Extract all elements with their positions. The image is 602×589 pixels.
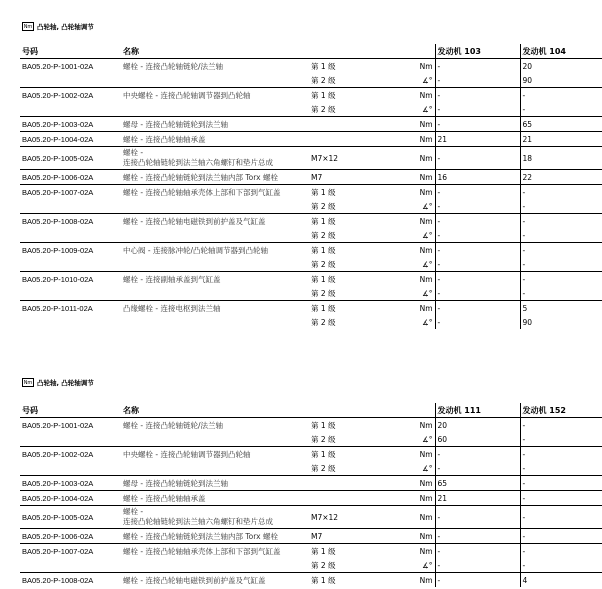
part-name-line: 螺母 - 连接凸轮轴链轮到法兰轴 [123,119,228,129]
engine-2-value: 21 [520,132,602,147]
part-number: BA05.20-P-1001-02A [20,418,121,433]
torque-nm-icon: Nm [23,24,33,30]
engine-2-value: - [520,257,602,272]
unit: ∡° [422,259,433,269]
table-row [20,117,602,132]
engine-2-value: - [520,432,602,447]
header-engine-2: 发动机 104 [520,44,602,59]
part-name-line: 螺栓 - 连接凸轮轴链轮到法兰轴内部 Torx 螺栓 [123,531,278,541]
engine-2-value: - [520,214,602,229]
empty-cell [20,315,121,329]
tightening-stage: 第 1 级 [309,185,397,200]
table-row [20,432,602,447]
engine-2-value: - [520,199,602,214]
unit: Nm [397,185,435,200]
table-row [20,73,602,88]
engine-2-value: 5 [520,301,602,316]
thread-spec: M7×12 [309,147,397,170]
engine-2-value: - [520,286,602,301]
tightening-stage: 第 1 级 [309,544,397,559]
part-number: BA05.20-P-1006-02A [20,529,121,544]
engine-2-value: - [520,228,602,243]
unit: Nm [397,491,435,506]
table-row [20,132,602,147]
engine-1-value: - [435,461,520,476]
part-name-line: 螺栓 - 连接凸轮轴链轮到法兰轴内部 Torx 螺栓 [123,172,278,182]
part-name-line: 中央螺栓 - 连接凸轮轴调节器到凸轮轴 [123,449,251,459]
unit: Nm [397,272,435,287]
table-row [20,418,602,433]
part-number: BA05.20-P-1004-02A [20,491,121,506]
empty-cell [121,102,309,117]
part-name-line: 螺栓 - 连接凸轮轴链轮/法兰轴 [123,420,224,430]
engine-1-value: - [435,257,520,272]
empty-cell [121,432,309,447]
unit: Nm [397,301,435,316]
header-engine-1: 发动机 103 [435,44,520,59]
thread-spec [309,132,397,147]
engine-2-value: - [520,491,602,506]
table-header-row [20,403,602,418]
part-name [121,214,309,229]
empty-cell [20,432,121,447]
part-name-line: 螺栓 - 连接凸轮轴轴承盖 [123,493,206,503]
part-number: BA05.20-P-1009-02A [20,243,121,258]
part-name [121,447,309,462]
engine-1-value: - [435,102,520,117]
table-row [20,476,602,491]
unit: ∡° [422,230,433,240]
tightening-stage: 第 2 级 [311,317,336,327]
tightening-stage: 第 2 级 [311,434,336,444]
part-number: BA05.20-P-1005-02A [20,147,121,170]
section-2-heading [22,378,94,387]
engine-2-value: 20 [520,59,602,74]
engine-1-value: - [435,243,520,258]
unit: Nm [397,243,435,258]
unit: ∡° [422,463,433,473]
header-code: 号码 [20,403,121,418]
engine-2-value: 90 [520,315,602,329]
engine-1-value: - [435,199,520,214]
part-number: BA05.20-P-1002-02A [20,88,121,103]
unit: Nm [397,88,435,103]
tightening-stage: 第 1 级 [309,59,397,74]
part-name-line: 螺母 - 连接凸轮轴链轮到法兰轴 [123,478,228,488]
part-name-line: 螺栓 - [123,148,144,157]
part-name [121,573,309,588]
table-row [20,529,602,544]
empty-cell [121,461,309,476]
engine-1-value: - [435,185,520,200]
part-name [121,301,309,316]
engine-1-value: - [435,214,520,229]
part-number: BA05.20-P-1001-02A [20,59,121,74]
unit: ∡° [422,104,433,114]
unit: ∡° [422,201,433,211]
engine-1-value: - [435,558,520,573]
part-name [121,170,309,185]
tightening-stage: 第 1 级 [309,214,397,229]
part-name-line-2: 连接凸轮轴链轮到法兰轴六角螺钉和垫片总成 [123,158,273,167]
engine-2-value: - [520,447,602,462]
part-name-line: 螺栓 - 连接凸轮轴电磁铁到前护盖及气缸盖 [123,216,266,226]
part-number: BA05.20-P-1008-02A [20,573,121,588]
tightening-stage: 第 2 级 [311,560,336,570]
table-row [20,59,602,74]
part-number: BA05.20-P-1007-02A [20,544,121,559]
unit: Nm [397,132,435,147]
part-name [121,185,309,200]
unit: Nm [397,544,435,559]
tightening-stage: 第 1 级 [309,301,397,316]
empty-cell [121,257,309,272]
engine-2-value: - [520,544,602,559]
part-name-line: 中央螺栓 - 连接凸轮轴调节器到凸轮轴 [123,90,251,100]
unit: ∡° [422,75,433,85]
thread-spec: M7 [309,170,397,185]
thread-spec [309,476,397,491]
engine-2-value: - [520,476,602,491]
engine-2-value: 90 [520,73,602,88]
part-name [121,59,309,74]
header-code: 号码 [20,44,121,59]
table-row [20,573,602,588]
empty-cell [20,73,121,88]
tightening-stage: 第 2 级 [311,104,336,114]
tightening-stage: 第 1 级 [309,418,397,433]
empty-cell [20,558,121,573]
engine-1-value: - [435,59,520,74]
unit: Nm [397,447,435,462]
table-header-row [20,44,602,59]
part-number: BA05.20-P-1004-02A [20,132,121,147]
engine-1-value: - [435,117,520,132]
table-row [20,185,602,200]
empty-cell [121,558,309,573]
part-name [121,117,309,132]
unit: Nm [397,418,435,433]
part-number: BA05.20-P-1003-02A [20,117,121,132]
unit: Nm [397,59,435,74]
part-name-line: 中心阀 - 连接脉冲轮/凸轮轴调节器到凸轮轴 [123,245,269,255]
part-name [121,544,309,559]
part-name-line: 螺栓 - 连接凸轮轴轴承壳体上部和下部到气缸盖 [123,187,281,197]
unit: Nm [397,117,435,132]
engine-2-value: - [520,461,602,476]
empty-cell [121,315,309,329]
header-name: 名称 [121,403,435,418]
engine-1-value: - [435,447,520,462]
table-row [20,544,602,559]
engine-1-value: - [435,506,520,529]
tightening-stage: 第 2 级 [311,201,336,211]
empty-cell [20,286,121,301]
engine-1-value: - [435,272,520,287]
tightening-stage: 第 2 级 [311,259,336,269]
engine-2-value: 22 [520,170,602,185]
part-name [121,243,309,258]
header-name: 名称 [121,44,435,59]
unit: Nm [397,476,435,491]
unit: Nm [397,170,435,185]
table-row [20,558,602,573]
table-row [20,461,602,476]
tightening-stage: 第 2 级 [311,230,336,240]
empty-cell [121,73,309,88]
engine-1-value: - [435,147,520,170]
tightening-stage: 第 1 级 [309,243,397,258]
part-number: BA05.20-P-1002-02A [20,447,121,462]
part-name-line: 螺栓 - [123,507,144,516]
table-row [20,243,602,258]
engine-1-value: - [435,73,520,88]
empty-cell [20,102,121,117]
tightening-stage: 第 2 级 [311,288,336,298]
table-row [20,88,602,103]
tightening-stage: 第 2 级 [311,463,336,473]
engine-2-value: - [520,506,602,529]
part-name-line: 凸缘螺栓 - 连接电枢到法兰轴 [123,303,221,313]
unit: Nm [397,573,435,588]
tightening-stage: 第 1 级 [309,88,397,103]
table-row [20,286,602,301]
torque-table-2 [20,403,602,587]
engine-2-value: - [520,243,602,258]
table-row [20,506,602,529]
unit: Nm [397,529,435,544]
engine-2-value: 4 [520,573,602,588]
thread-spec [309,117,397,132]
tightening-stage: 第 2 级 [311,75,336,85]
empty-cell [20,228,121,243]
engine-1-value: - [435,544,520,559]
table-row [20,301,602,316]
part-number: BA05.20-P-1005-02A [20,506,121,529]
engine-1-value: - [435,228,520,243]
engine-1-value: - [435,315,520,329]
part-number: BA05.20-P-1008-02A [20,214,121,229]
part-name [121,506,309,529]
part-name [121,418,309,433]
engine-1-value: - [435,286,520,301]
table-row [20,102,602,117]
part-name [121,476,309,491]
engine-1-value: 21 [435,132,520,147]
unit: ∡° [422,288,433,298]
part-name [121,529,309,544]
unit: Nm [397,147,435,170]
engine-2-value: 65 [520,117,602,132]
engine-2-value: - [520,102,602,117]
engine-1-value: - [435,529,520,544]
thread-spec: M7×12 [309,506,397,529]
engine-2-value: 18 [520,147,602,170]
part-number: BA05.20-P-1006-02A [20,170,121,185]
table-row [20,491,602,506]
engine-1-value: - [435,573,520,588]
engine-2-value: - [520,558,602,573]
part-number: BA05.20-P-1003-02A [20,476,121,491]
engine-2-value: - [520,185,602,200]
header-engine-2: 发动机 152 [520,403,602,418]
engine-2-value: - [520,529,602,544]
engine-1-value: 21 [435,491,520,506]
part-name [121,272,309,287]
part-name [121,491,309,506]
empty-cell [121,228,309,243]
tightening-stage: 第 1 级 [309,272,397,287]
section-title: 凸轮轴, 凸轮轴调节 [37,23,94,31]
torque-table-1 [20,44,602,329]
part-name [121,132,309,147]
engine-2-value: - [520,272,602,287]
table-row [20,257,602,272]
engine-1-value: 16 [435,170,520,185]
header-engine-1: 发动机 111 [435,403,520,418]
table-row [20,447,602,462]
part-name [121,147,309,170]
engine-2-value: - [520,88,602,103]
part-name [121,88,309,103]
engine-1-value: 60 [435,432,520,447]
unit: ∡° [422,317,433,327]
tightening-stage: 第 1 级 [309,573,397,588]
section-title: 凸轮轴, 凸轮轴调节 [37,379,94,387]
unit: ∡° [422,434,433,444]
engine-1-value: - [435,301,520,316]
part-name-line: 螺栓 - 连接凸轮轴链轮/法兰轴 [123,61,224,71]
torque-nm-icon: Nm [23,380,33,386]
engine-1-value: - [435,88,520,103]
tightening-stage: 第 1 级 [309,447,397,462]
engine-1-value: 20 [435,418,520,433]
table-row [20,199,602,214]
part-number: BA05.20-P-1011-02A [20,301,121,316]
table-row [20,147,602,170]
table-row [20,228,602,243]
unit: Nm [397,506,435,529]
thread-spec: M7 [309,529,397,544]
part-number: BA05.20-P-1010-02A [20,272,121,287]
engine-2-value: - [520,418,602,433]
empty-cell [20,199,121,214]
empty-cell [20,461,121,476]
table-row [20,214,602,229]
empty-cell [121,199,309,214]
part-number: BA05.20-P-1007-02A [20,185,121,200]
thread-spec [309,491,397,506]
engine-1-value: 65 [435,476,520,491]
table-row [20,315,602,329]
section-1-heading [22,22,94,31]
part-name-line: 螺栓 - 连接凸轮轴电磁铁到前护盖及气缸盖 [123,575,266,585]
empty-cell [20,257,121,272]
part-name-line-2: 连接凸轮轴链轮到法兰轴六角螺钉和垫片总成 [123,517,273,526]
part-name-line: 螺栓 - 连接凸轮轴轴承壳体上部和下部到气缸盖 [123,546,281,556]
part-name-line: 螺栓 - 连接凸轮轴轴承盖 [123,134,206,144]
table-row [20,272,602,287]
table-row [20,170,602,185]
empty-cell [121,286,309,301]
part-name-line: 螺栓 - 连接副轴承盖到气缸盖 [123,274,221,284]
unit: ∡° [422,560,433,570]
unit: Nm [397,214,435,229]
